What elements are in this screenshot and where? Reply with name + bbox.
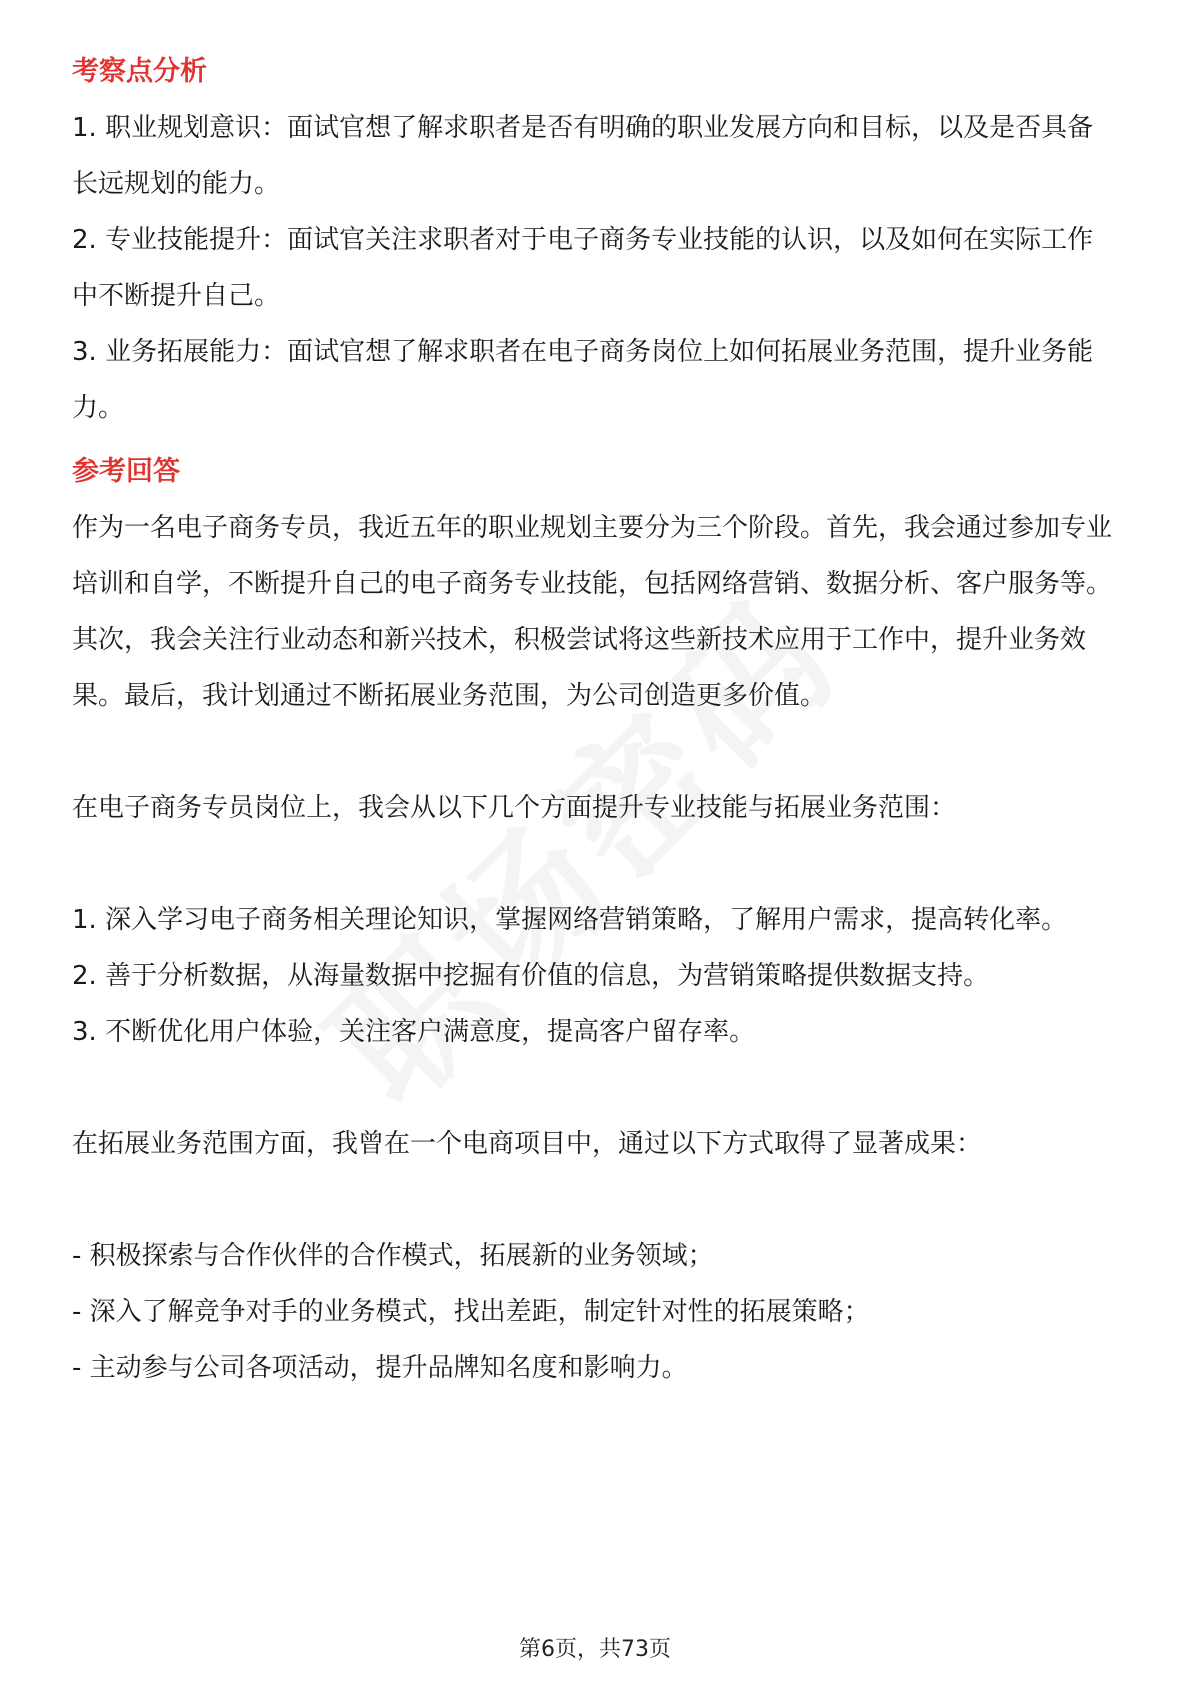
expansion-item-1: - 积极探索与合作伙伴的合作模式，拓展新的业务领域； [72, 1241, 714, 1271]
section-heading-answer: 参考回答 [72, 456, 180, 487]
paragraph-spacer [72, 1172, 1118, 1228]
expansion-item-3: - 主动参与公司各项活动，提升品牌知名度和影响力。 [72, 1353, 688, 1383]
paragraph-spacer [72, 724, 1118, 780]
answer-intro-paragraph: 作为一名电子商务专员，我近五年的职业规划主要分为三个阶段。首先，我会通过参加专业培训和自学，不断提升自己的电子商务专业技能，包括网络营销、数据分析、客户服务等。其次，我会关注行业动态和新兴技术，积极尝试将这些新技术应用于工作中，提升业务效果。最后，我计划通过不断拓展业务范围，为公司创造更多价值。 [72, 513, 1113, 711]
skills-intro-paragraph: 在电子商务专员岗位上，我会从以下几个方面提升专业技能与拓展业务范围： [72, 793, 957, 823]
expansion-intro-paragraph: 在拓展业务范围方面，我曾在一个电商项目中，通过以下方式取得了显著成果： [72, 1129, 983, 1159]
paragraph-spacer [72, 1060, 1118, 1116]
analysis-item-2: 2. 专业技能提升：面试官关注求职者对于电子商务专业技能的认识，以及如何在实际工作中不断提升自己。 [72, 225, 1094, 311]
paragraph-spacer [72, 836, 1118, 892]
expansion-item-2: - 深入了解竞争对手的业务模式，找出差距，制定针对性的拓展策略； [72, 1297, 870, 1327]
skills-item-2: 2. 善于分析数据，从海量数据中挖掘有价值的信息，为营销策略提供数据支持。 [72, 961, 990, 991]
analysis-item-1: 1. 职业规划意识：面试官想了解求职者是否有明确的职业发展方向和目标，以及是否具备长远规划的能力。 [72, 113, 1094, 199]
skills-item-1: 1. 深入学习电子商务相关理论知识，掌握网络营销策略，了解用户需求，提高转化率。 [72, 905, 1068, 935]
page-number-footer: 第6页，共73页 [519, 1637, 671, 1662]
analysis-item-3: 3. 业务拓展能力：面试官想了解求职者在电子商务岗位上如何拓展业务范围，提升业务能力。 [72, 337, 1094, 423]
document-body [72, 44, 1118, 1396]
skills-item-3: 3. 不断优化用户体验，关注客户满意度，提高客户留存率。 [72, 1017, 756, 1047]
section-heading-analysis: 考察点分析 [72, 56, 207, 87]
